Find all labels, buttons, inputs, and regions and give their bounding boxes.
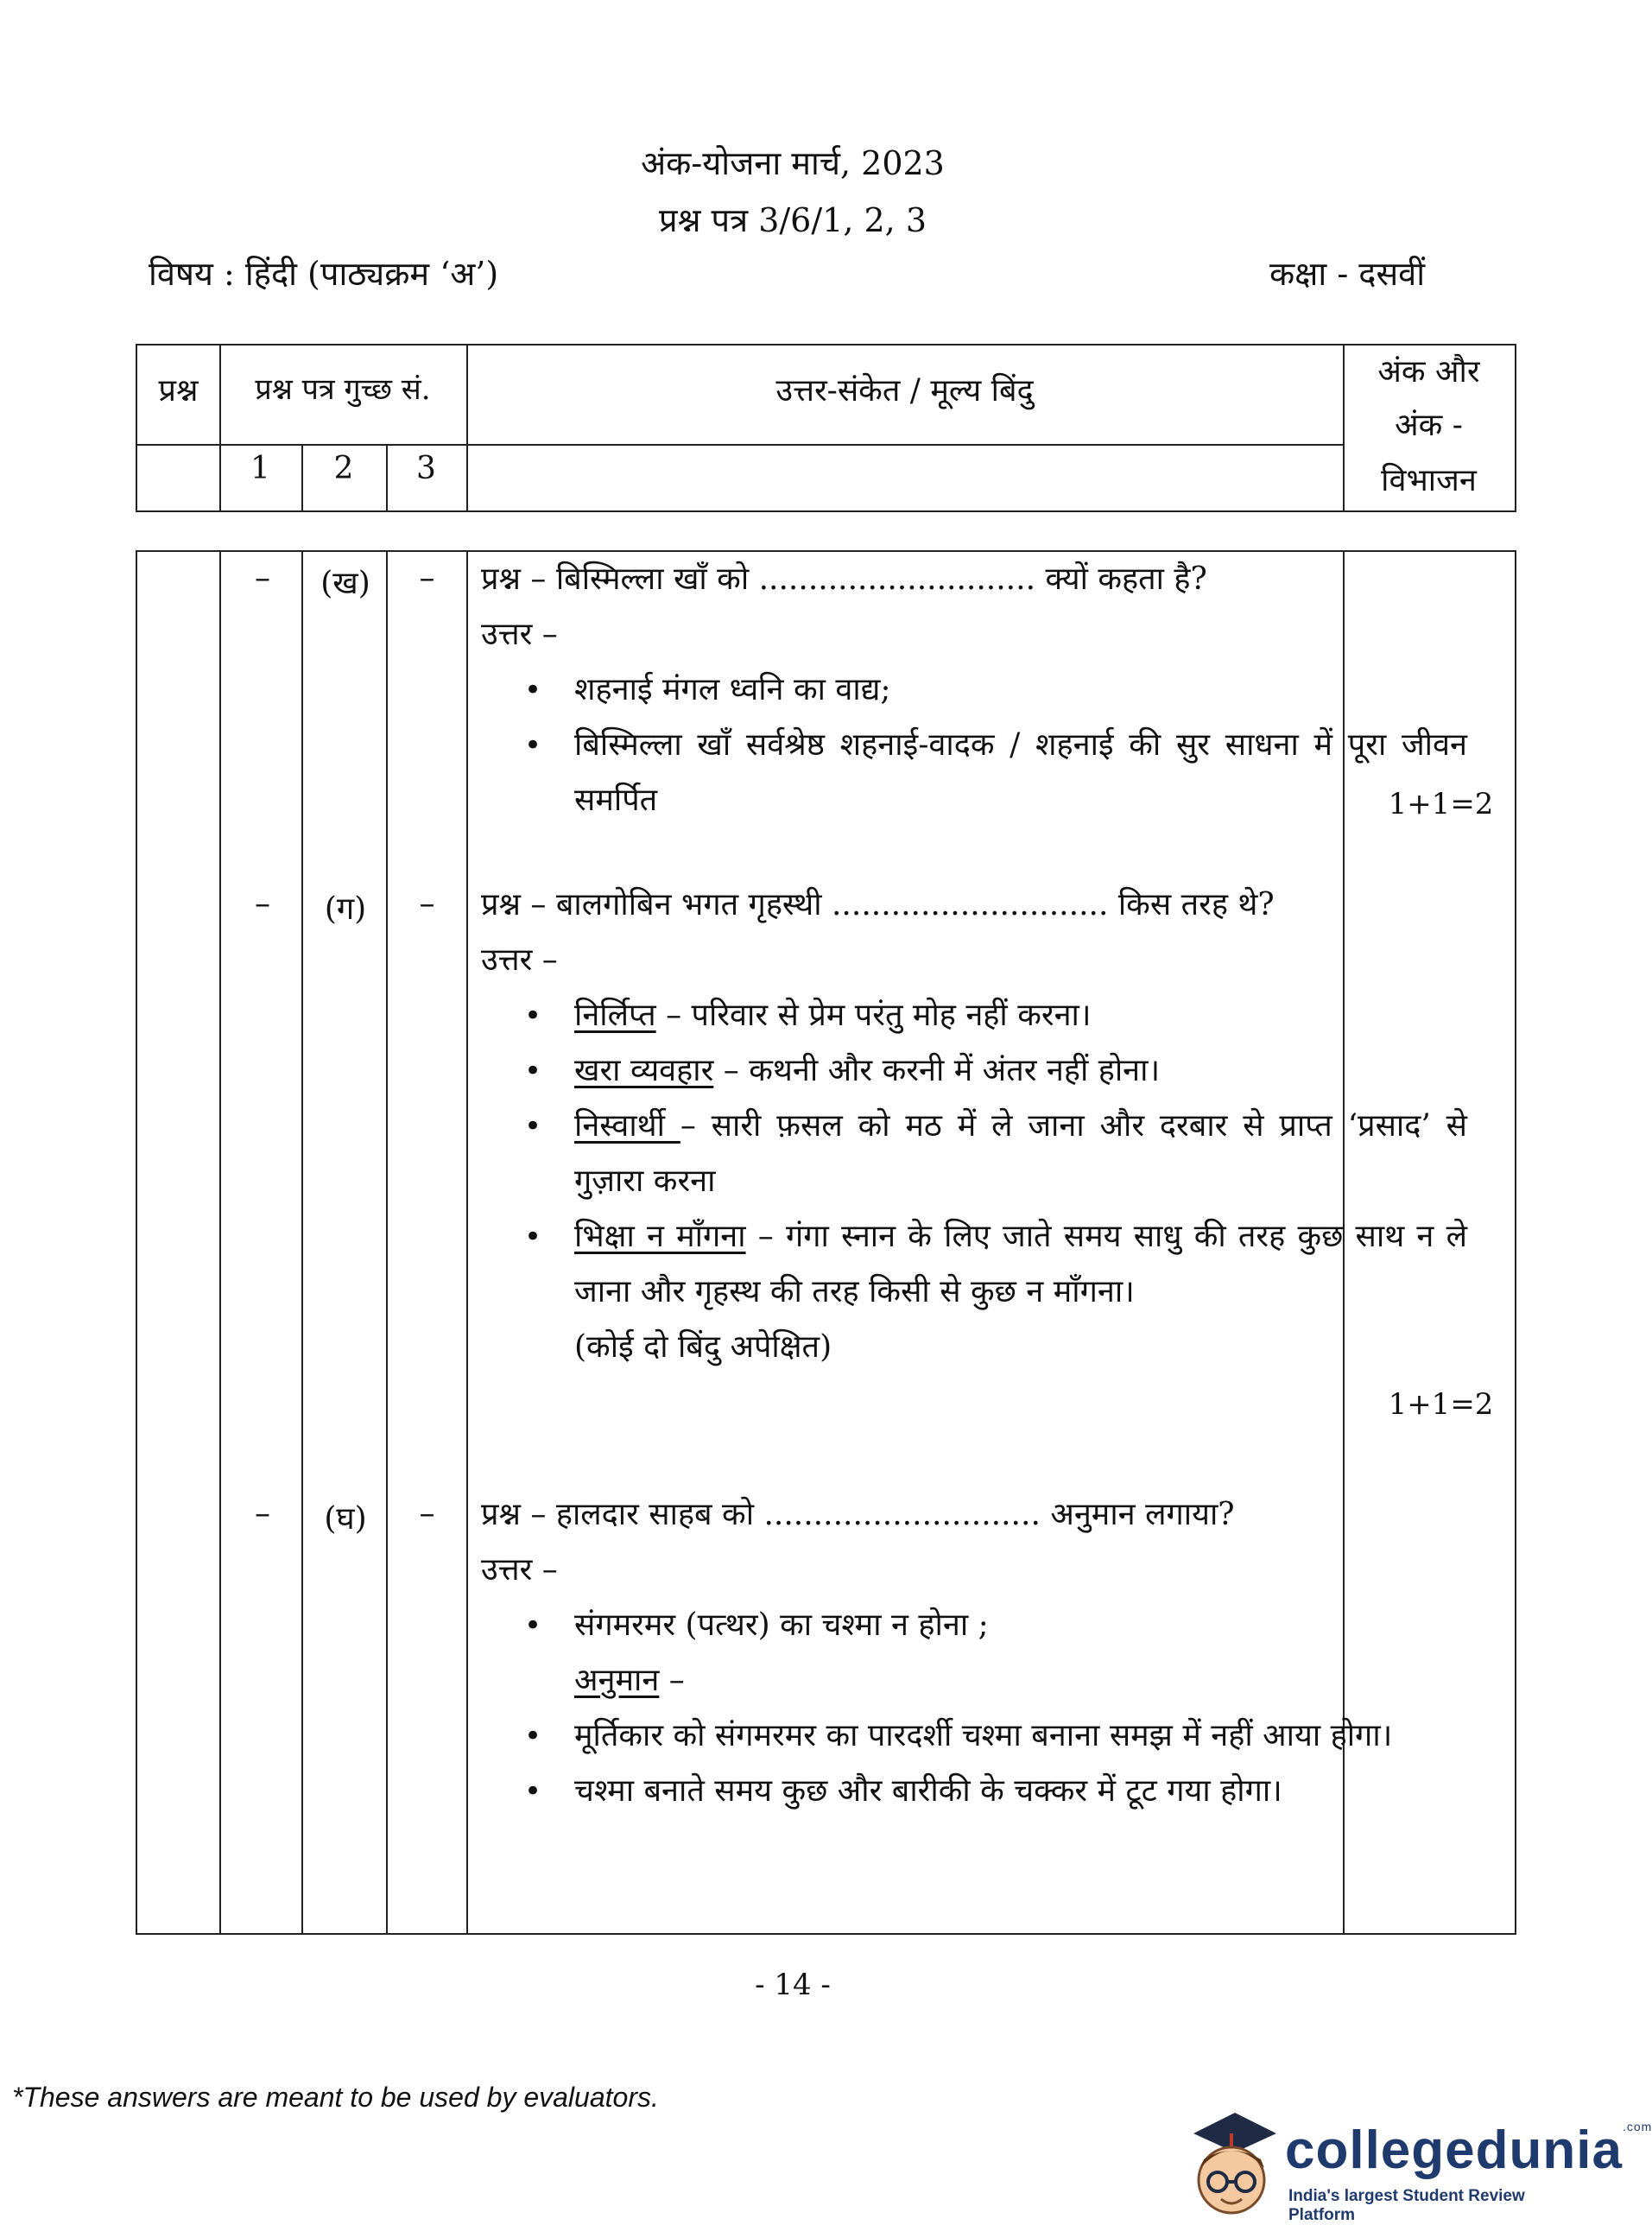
guess-term: अनुमान <box>574 1663 660 1698</box>
answer-point: • चश्मा बनाते समय कुछ और बारीकी के चक्कर में टूट गया होगा। <box>524 1764 1467 1819</box>
key-term: निर्लिप्त <box>574 998 656 1033</box>
paper-code: प्रश्न पत्र 3/6/1, 2, 3 <box>658 201 927 239</box>
answer-point: • शहनाई मंगल ध्वनि का वाद्य; <box>524 662 1467 718</box>
guess-label <box>481 1653 1467 1708</box>
header-table <box>136 344 1516 512</box>
col-marks-header-2: अंक - <box>1395 408 1463 443</box>
col-question-header: प्रश्न <box>158 373 199 409</box>
answer-points <box>524 988 1467 1320</box>
sub-question-label: (ग) <box>324 891 367 927</box>
set-3-header: 3 <box>416 451 436 486</box>
evaluator-note: (कोई दो बिंदु अपेक्षित) <box>574 1329 832 1365</box>
sub-question-label: (घ) <box>324 1501 367 1537</box>
set-3-dash: – <box>419 561 435 596</box>
question-text: प्रश्न – बालगोबिन भगत गृहस्थी ............................ किस तरह थे? <box>481 887 1275 922</box>
point-text: – कथनी और करनी में अंतर नहीं होना। <box>713 1053 1161 1088</box>
point-text: – गंगा स्नान के लिए जाते समय साधु की तरह कुछ साथ न ले जाना और गृहस्थ की तरह किसी से कुछ न माँगना। <box>574 1219 1468 1309</box>
marking-scheme-title: अंक-योजना मार्च, 2023 <box>641 144 945 182</box>
marks-value: 1+1=2 <box>1388 1387 1494 1422</box>
col-set-header: प्रश्न पत्र गुच्छ सं. <box>255 372 431 407</box>
set-1-dash: – <box>255 1496 270 1531</box>
set-1-header: 1 <box>250 451 270 486</box>
guess-dash: – <box>659 1663 685 1698</box>
col-answer-header: उत्तर-संकेत / मूल्य बिंदु <box>775 373 1034 409</box>
answer-point <box>524 1043 1467 1099</box>
col-marks-header-3: विभाजन <box>1381 463 1477 498</box>
set-1-dash: – <box>255 561 270 596</box>
key-term: भिक्षा न माँगना <box>574 1219 746 1254</box>
collegedunia-logo[interactable] <box>1181 2108 1652 2224</box>
answer-point <box>524 1099 1467 1209</box>
answer-label: उत्तर – <box>481 617 558 652</box>
answer-point: • बिस्मिल्ला खाँ सर्वश्रेष्ठ शहनाई-वादक / शहनाई की सुर साधना में पूरा जीवन समर्पित <box>524 718 1467 828</box>
answer-block <box>481 552 1467 828</box>
answer-points <box>524 1598 1467 1653</box>
answer-point <box>524 1209 1467 1320</box>
answer-block <box>481 878 1467 1375</box>
marks-value: 1+1=2 <box>1388 787 1494 821</box>
page-number: - 14 - <box>755 1968 831 2002</box>
point-text: – परिवार से प्रेम परंतु मोह नहीं करना। <box>655 998 1092 1033</box>
set-2-header: 2 <box>333 451 354 486</box>
subject-label: विषय : हिंदी (पाठ्यक्रम ‘अ’) <box>149 255 499 293</box>
key-term: खरा व्यवहार <box>574 1053 714 1088</box>
answer-label: उत्तर – <box>481 942 558 978</box>
answer-block <box>481 1487 1467 1819</box>
mascot-icon <box>1181 2108 1283 2220</box>
key-term: निस्वार्थी <box>574 1108 680 1144</box>
question-text: प्रश्न – बिस्मिल्ला खाँ को ............................ क्यों कहता है? <box>481 561 1207 597</box>
set-3-dash: – <box>419 1496 435 1531</box>
answer-point: • मूर्तिकार को संगमरमर का पारदर्शी चश्मा बनाना समझ में नहीं आया होगा। <box>524 1708 1467 1764</box>
answer-point <box>524 988 1467 1043</box>
brand-tagline: India's largest Student Review Platform <box>1288 2187 1525 2224</box>
sub-question-label: (ख) <box>320 566 370 601</box>
question-text: प्रश्न – हालदार साहब को ............................ अनुमान लगाया? <box>481 1497 1235 1532</box>
answer-point: • संगमरमर (पत्थर) का चश्मा न होना ; <box>524 1598 1467 1653</box>
evaluator-footnote: *These answers are meant to be used by evaluators. <box>12 2082 659 2113</box>
brand-name: collegedunia$^{.com}$ <box>1285 2120 1652 2180</box>
point-text: – सारी फ़सल को मठ में ले जाना और दरबार से प्राप्त ‘प्रसाद’ से गुज़ारा करना <box>574 1108 1467 1199</box>
set-3-dash: – <box>419 886 435 922</box>
guess-points <box>524 1708 1467 1819</box>
class-label: कक्षा - दसवीं <box>1269 255 1426 293</box>
col-marks-header-1: अंक और <box>1377 354 1480 390</box>
answer-label: उत्तर – <box>481 1552 558 1588</box>
set-1-dash: – <box>255 886 270 922</box>
answer-table <box>136 550 1516 1935</box>
answer-points <box>524 662 1467 828</box>
